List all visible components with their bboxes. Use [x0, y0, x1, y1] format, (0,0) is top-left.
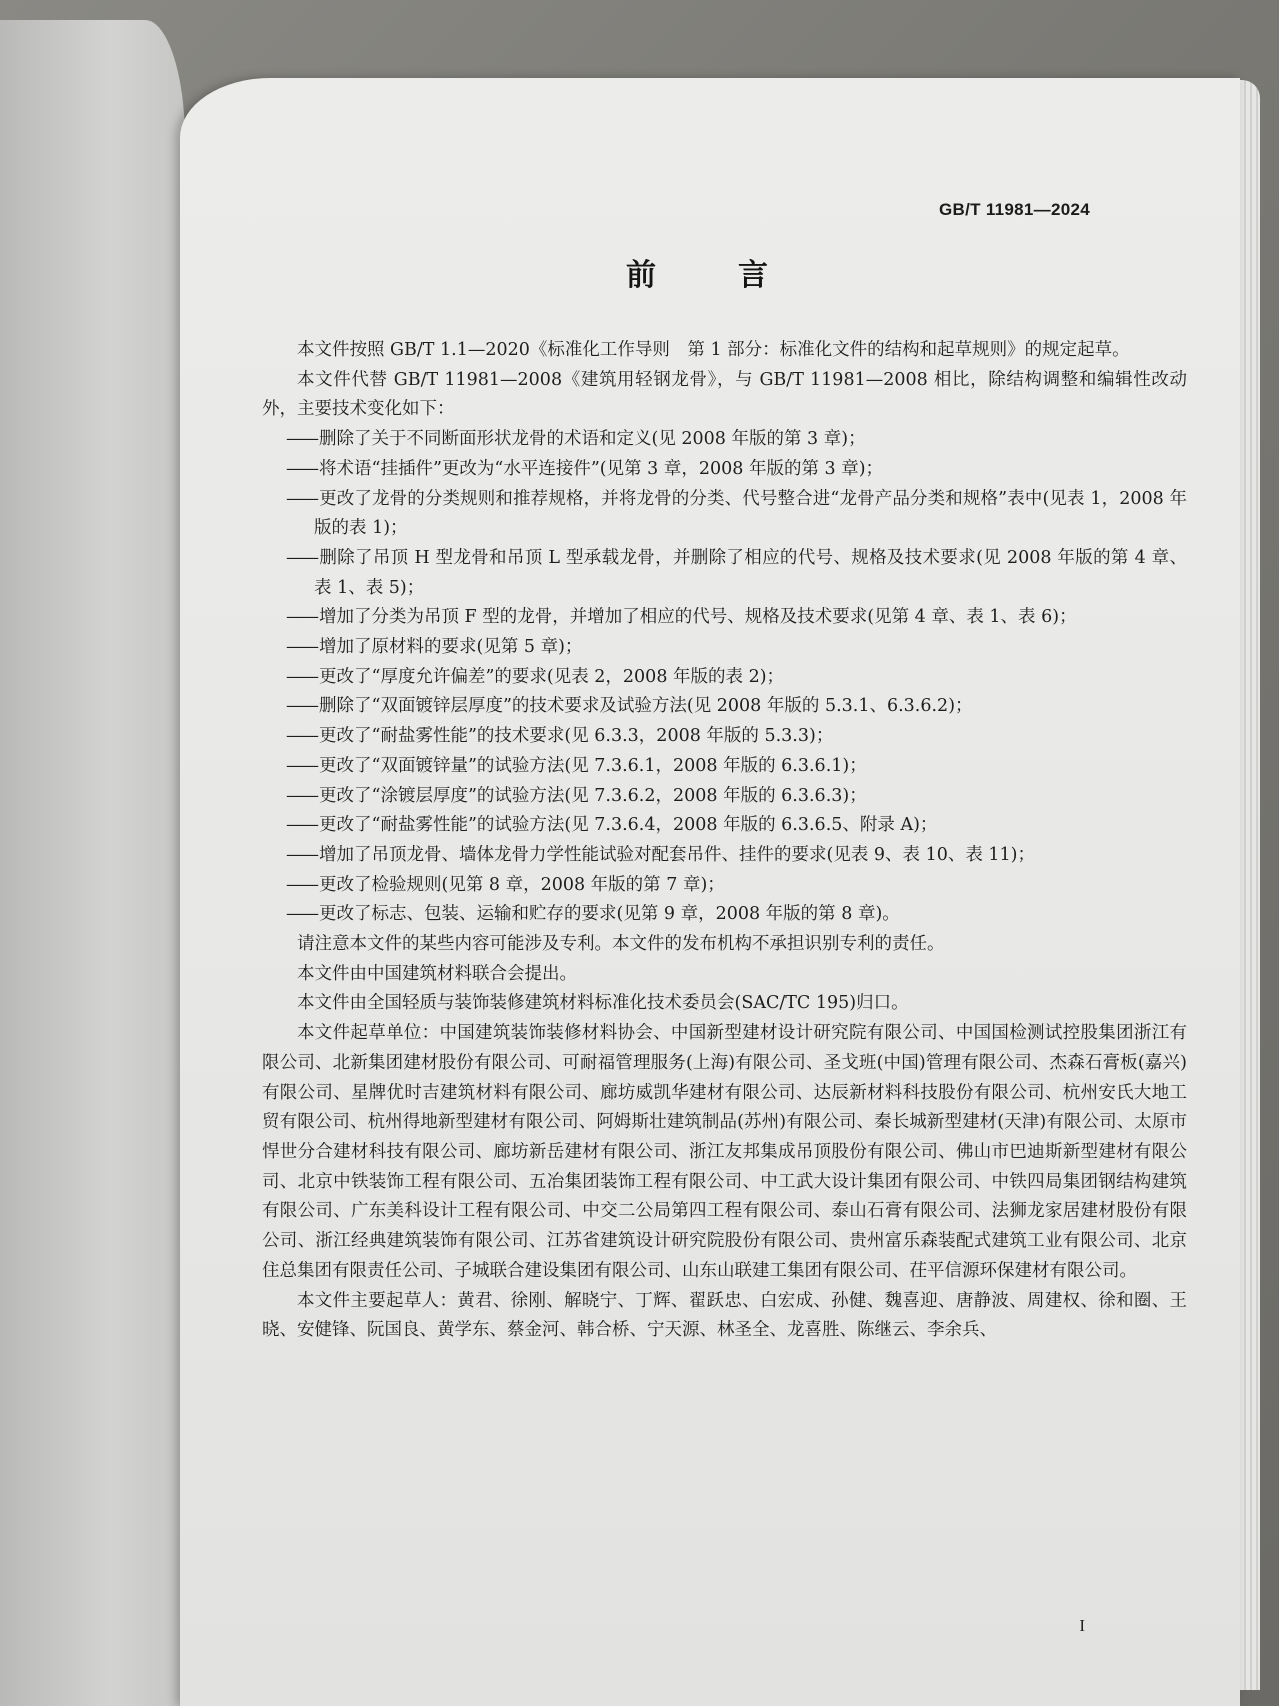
left-facing-page	[0, 20, 185, 1706]
paragraph-drafting-units: 本文件起草单位：中国建筑装饰装修材料协会、中国新型建材设计研究院有限公司、中国国检测试控股集团浙江有限公司、北新集团建材股份有限公司、可耐福管理服务(上海)有限公司、圣戈班(中国)管理有限公司、杰森石膏板(嘉兴)有限公司、星牌优时吉建筑材料有限公司、廊坊威凯华建材有限公司、达辰新材料科技股份有限公司、杭州安氏大地工贸有限公司、杭州得地新型建材有限公司、阿姆斯壮建筑制品(苏州)有限公司、秦长城新型建材(天津)有限公司、太原市悍世分合建材科技有限公司、廊坊新岳建材有限公司、浙江友邦集成吊顶股份有限公司、佛山市巴迪斯新型建材有限公司、北京中铁装饰工程有限公司、五冶集团装饰工程有限公司、中工武大设计集团有限公司、中铁四局集团钢结构建筑有限公司、广东美科设计工程有限公司、中交二公局第四工程有限公司、泰山石膏有限公司、法狮龙家居建材股份有限公司、浙江经典建筑装饰有限公司、江苏省建筑设计研究院股份有限公司、贵州富乐森装配式建筑工业有限公司、北京住总集团有限责任公司、子城联合建设集团有限公司、山东山联建工集团有限公司、茌平信源环保建材有限公司。	[262, 1023, 1187, 1281]
list-item: —— 更改了“耐盐雾性能”的试验方法(见 7.3.6.4，2008 年版的 6.3.6.5、附录 A)；	[262, 811, 1187, 841]
page-number: I	[1079, 1616, 1085, 1635]
paragraph-drafters: 本文件主要起草人：黄君、徐刚、解晓宁、丁辉、翟跃忠、白宏成、孙健、魏喜迎、唐静波、周建权、徐和圈、王晓、安健锋、阮国良、黄学东、蔡金河、韩合桥、宁天源、林圣全、龙喜胜、陈继云、李余兵、	[262, 1290, 1187, 1341]
paragraph-drafting-rules: 本文件按照 GB/T 1.1—2020《标准化工作导则 第 1 部分：标准化文件的结构和起草规则》的规定起草。	[297, 340, 1130, 360]
list-item: —— 删除了吊顶 H 型龙骨和吊顶 L 型承载龙骨，并删除了相应的代号、规格及技术要求(见 2008 年版的第 4 章、表 1、表 5)；	[262, 544, 1187, 603]
list-item: —— 增加了吊顶龙骨、墙体龙骨力学性能试验对配套吊件、挂件的要求(见表 9、表 10、表 11)；	[262, 841, 1187, 871]
paragraph-replaces: 本文件代替 GB/T 11981—2008《建筑用轻钢龙骨》，与 GB/T 11981—2008 相比，除结构调整和编辑性改动外，主要技术变化如下：	[262, 369, 1187, 420]
list-item: —— 删除了关于不同断面形状龙骨的术语和定义(见 2008 年版的第 3 章)；	[262, 425, 1187, 455]
paragraph-proposer: 本文件由中国建筑材料联合会提出。	[297, 963, 577, 984]
list-item: —— 更改了“双面镀锌量”的试验方法(见 7.3.6.1，2008 年版的 6.3.6.1)；	[262, 752, 1187, 782]
document-page	[180, 78, 1240, 1706]
list-item: —— 更改了“涂镀层厚度”的试验方法(见 7.3.6.2，2008 年版的 6.3.6.3)；	[262, 782, 1187, 812]
list-item: —— 将术语“挂插件”更改为“水平连接件”(见第 3 章，2008 年版的第 3 章)；	[262, 455, 1187, 485]
list-item: —— 更改了“耐盐雾性能”的技术要求(见 6.3.3，2008 年版的 5.3.3)；	[262, 722, 1187, 752]
paragraph-committee: 本文件由全国轻质与装饰装修建筑材料标准化技术委员会(SAC/TC 195)归口。	[297, 993, 909, 1014]
changes-list	[262, 425, 1187, 930]
list-item: —— 增加了分类为吊顶 F 型的龙骨，并增加了相应的代号、规格及技术要求(见第 4 章、表 1、表 6)；	[262, 603, 1187, 633]
list-item: —— 更改了“厚度允许偏差”的要求(见表 2，2008 年版的表 2)；	[262, 663, 1187, 693]
list-item: —— 增加了原材料的要求(见第 5 章)；	[262, 633, 1187, 663]
list-item: —— 删除了“双面镀锌层厚度”的技术要求及试验方法(见 2008 年版的 5.3.1、6.3.6.2)；	[262, 692, 1187, 722]
foreword-body	[262, 336, 1187, 1346]
list-item: —— 更改了标志、包装、运输和贮存的要求(见第 9 章，2008 年版的第 8 章)。	[262, 900, 1187, 930]
standard-code: GB/T 11981—2024	[939, 200, 1090, 219]
list-item: —— 更改了检验规则(见第 8 章，2008 年版的第 7 章)；	[262, 871, 1187, 901]
page-title: 前 言	[626, 258, 794, 293]
list-item: —— 更改了龙骨的分类规则和推荐规格，并将龙骨的分类、代号整合进“龙骨产品分类和规格”表中(见表 1，2008 年版的表 1)；	[262, 485, 1187, 544]
paragraph-patent-notice: 请注意本文件的某些内容可能涉及专利。本文件的发布机构不承担识别专利的责任。	[297, 934, 945, 955]
